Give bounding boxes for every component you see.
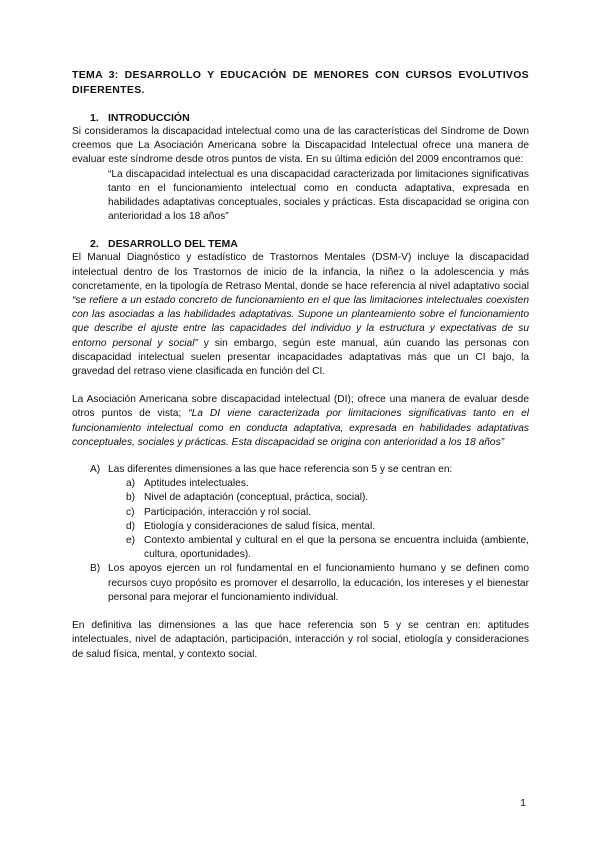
- aaidd-paragraph: [72, 393, 529, 450]
- aaidd-text: La Asociación Americana sobre discapacidad intelectual (DI); ofrece una manera de evaluar desde otros puntos de vista;: [72, 394, 529, 420]
- sublist-marker: d): [126, 520, 136, 532]
- list-marker: A): [90, 464, 101, 476]
- section-1-title: INTRODUCCIÓN: [108, 112, 190, 124]
- list-text: Las diferentes dimensiones a las que hace referencia son 5 y se centran en:: [108, 464, 453, 476]
- sublist-text: Nivel de adaptación (conceptual, práctica, social).: [144, 492, 369, 504]
- list-text: Los apoyos ejercen un rol fundamental en el funcionamiento humano y se definen como recursos cuyo propósito es promover el desarrollo, la educación, los intereses y el bienestar personal para mejorar el funcionamiento individual.: [108, 563, 529, 603]
- list-marker: B): [90, 563, 101, 575]
- intro-quote: “La discapacidad intelectual es una discapacidad caracterizada por limitaciones significativas tanto en el funcionamiento intelectual como en conducta adaptativa, expresada en habilidades adaptativas conceptuales, sociales y prácticas. Esta discapacidad se origina con anterioridad a los 18 años”: [108, 168, 529, 223]
- sublist-text: Participación, interacción y rol social.: [144, 506, 312, 518]
- list-item: [72, 463, 529, 477]
- page-number: 1: [520, 797, 526, 809]
- sublist-item: [126, 534, 529, 562]
- dimensions-list: [72, 463, 529, 605]
- dsm-italic-quote: “se refiere a un estado concreto de funcionamiento en el que las limitaciones intelectuales coexisten con las asociadas a las habilidades adaptativas. Supone un planteamiento sobre el funcionamiento que describe el ajuste entre las capacidades del individuo y la estructura y expectativas de su entorno personal y social”: [72, 295, 529, 349]
- aaidd-italic-quote: “La DI viene caracterizada por limitaciones significativas tanto en el funcionamiento intelectual como en conducta adaptativa, expresada en habilidades adaptativas conceptuales, sociales y prácticas. Esta discapacidad se origina con anterioridad a los 18 años”: [72, 408, 530, 448]
- dsm-paragraph: [72, 251, 529, 379]
- section-2-heading: [72, 237, 529, 251]
- sublist-marker: c): [126, 506, 135, 518]
- section-2-title: DESARROLLO DEL TEMA: [108, 238, 238, 251]
- intro-paragraph: Si consideramos la discapacidad intelectual como una de las características del Síndrome de Down creemos que La Asociación Americana sobre la Discapacidad Intelectual ofrece una manera de evaluar este síndrome desde otros puntos de vista. En su última edición del 2009 encontramos que:: [72, 126, 529, 166]
- dsm-text-2: y sin embargo, según este manual, aún cuando las personas con discapacidad intelectual suelen presentar incapacidades adaptativas más que un CI bajo, la gravedad del retraso viene clasificada en función del CI.: [72, 337, 529, 378]
- sublist: [108, 477, 529, 562]
- document-title: TEMA 3: DESARROLLO Y EDUCACIÓN DE MENORES CON CURSOS EVOLUTIVOS DIFERENTES.: [72, 69, 529, 96]
- sublist-item: [126, 491, 529, 505]
- sublist-item: [126, 506, 529, 520]
- sublist-marker: a): [126, 478, 136, 490]
- sublist-marker: b): [126, 492, 136, 504]
- sublist-text: Etiología y consideraciones de salud física, mental.: [144, 520, 376, 532]
- section-2-number: 2.: [90, 238, 99, 251]
- dsm-text-1: El Manual Diagnóstico y estadístico de Trastornos Mentales (DSM-V) incluye la discapacidad intelectual dentro de los Trastornos de inicio de la infancia, la niñez o la adolescencia y más concretamente, en la tipología de Retraso Mental, donde se hace referencia al nivel adaptativo social: [72, 252, 529, 292]
- section-1-number: 1.: [90, 112, 99, 124]
- sublist-text: Aptitudes intelectuales.: [144, 478, 249, 490]
- section-1-heading: [72, 111, 529, 125]
- sublist-item: [126, 477, 529, 491]
- sublist-marker: e): [126, 535, 136, 547]
- sublist-text: Contexto ambiental y cultural en el que la persona se encuentra incluida (ambiente, cultura, oportunidades).: [144, 535, 529, 561]
- conclusion-paragraph: En definitiva las dimensiones a las que hace referencia son 5 y se centran en: aptitudes intelectuales, nivel de adaptación, participación, interacción y rol social, etiología y consideraciones de salud física, mental, y contexto social.: [72, 620, 529, 660]
- list-item: [72, 562, 529, 605]
- sublist-item: [126, 520, 529, 534]
- document-page: [72, 68, 529, 662]
